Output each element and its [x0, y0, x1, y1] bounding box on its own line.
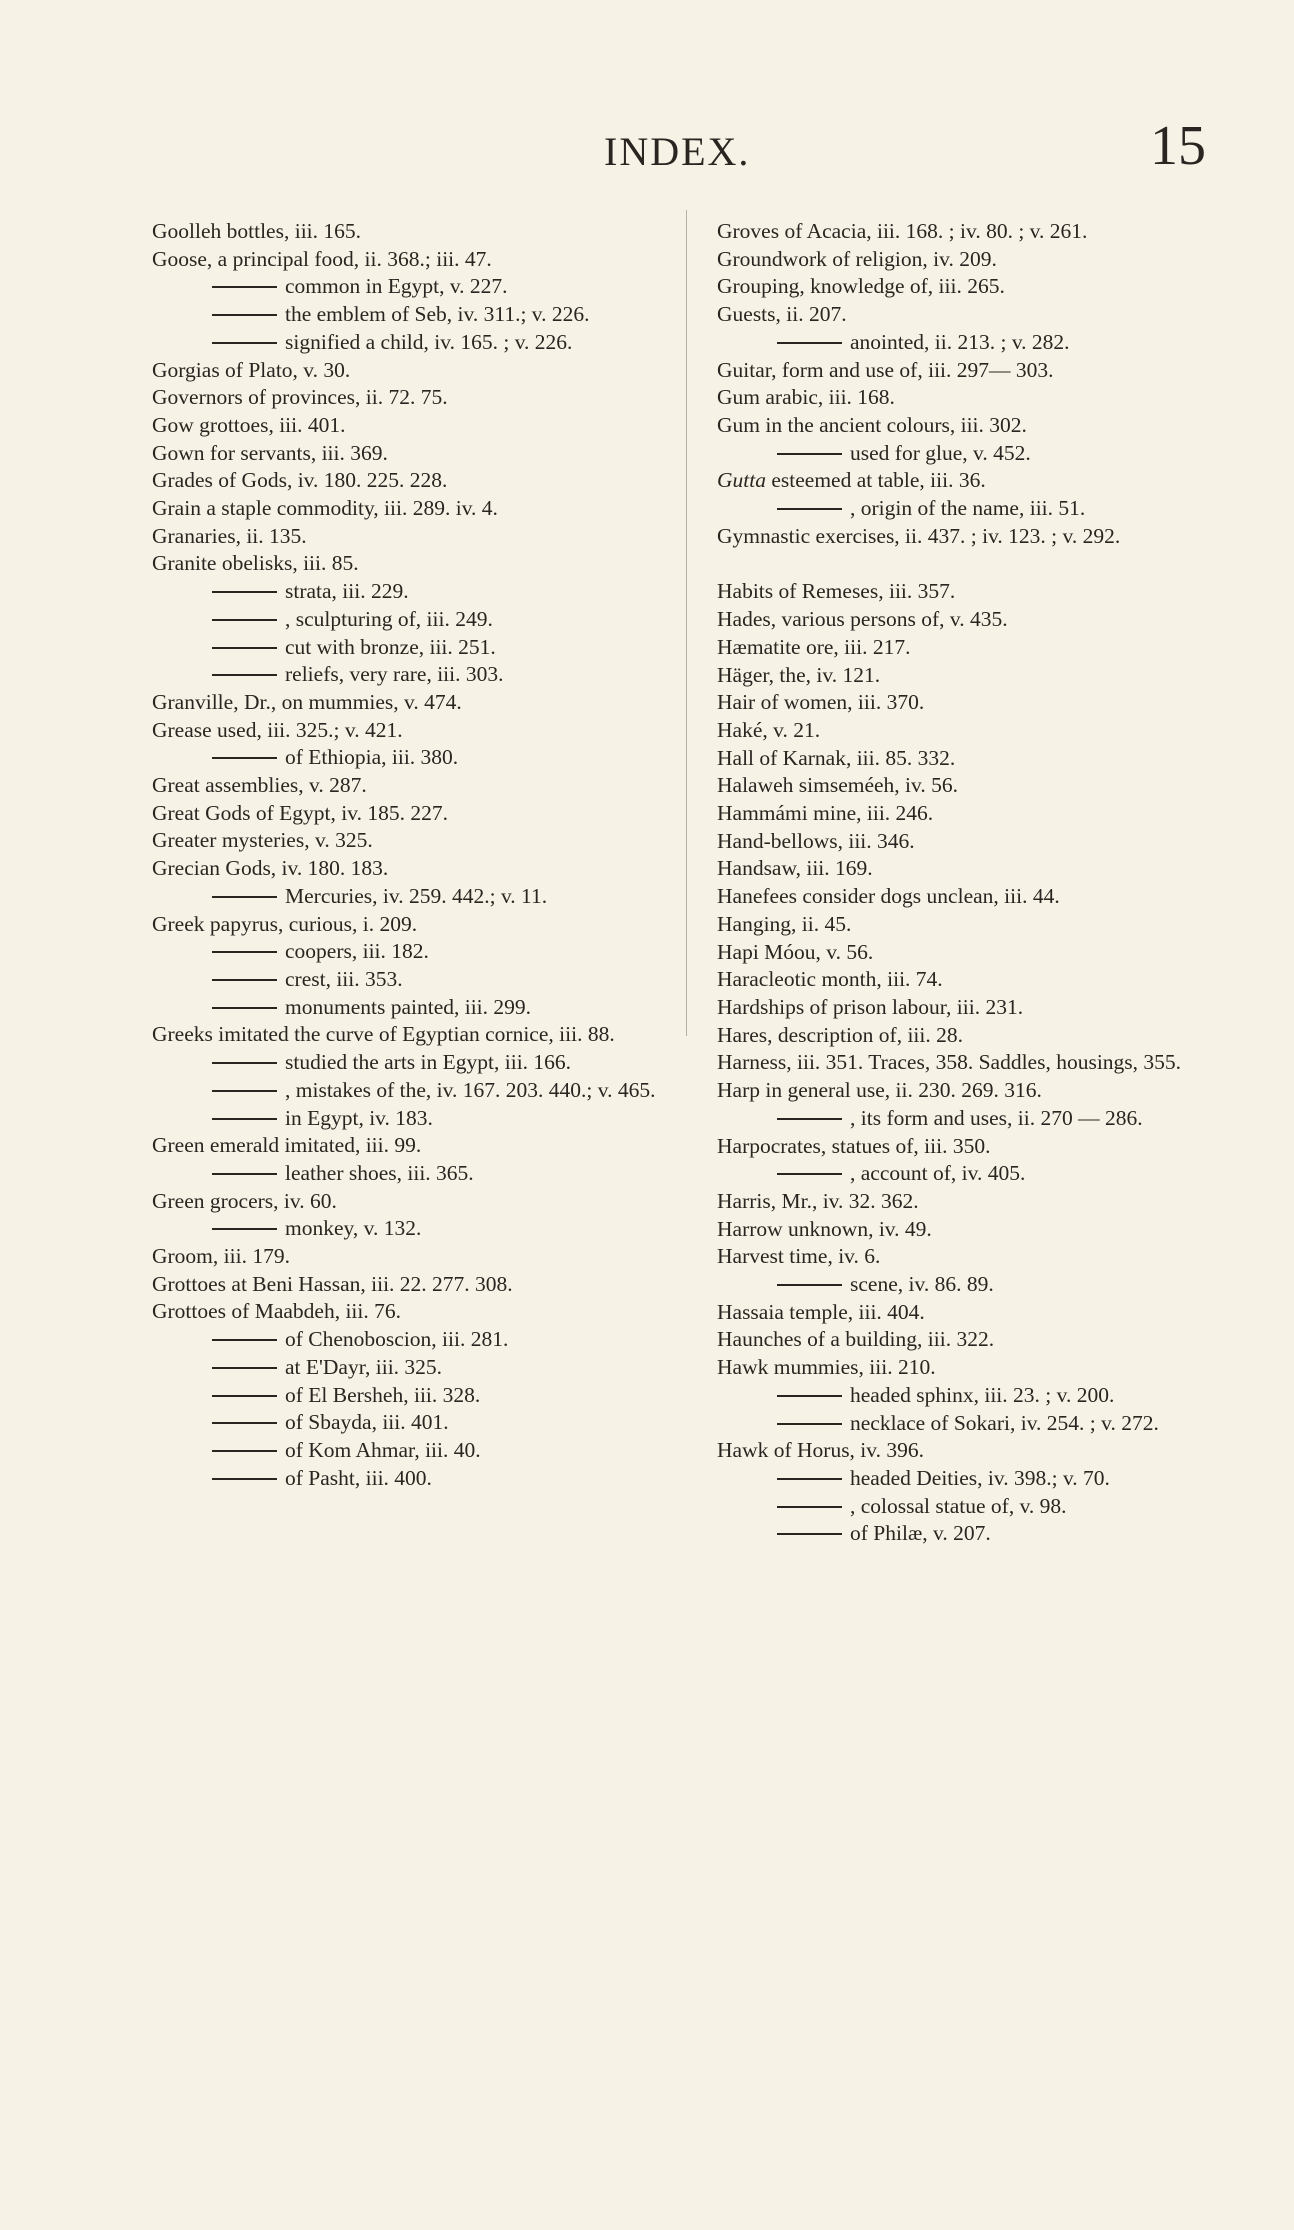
index-subentry: reliefs, very rare, iii. 303.: [152, 661, 687, 689]
index-subentry: scene, iv. 86. 89.: [717, 1271, 1252, 1299]
index-subentry: of Philæ, v. 207.: [717, 1520, 1252, 1548]
index-entry: Halaweh simseméeh, iv. 56.: [717, 773, 959, 798]
page-number: 15: [1150, 115, 1206, 177]
index-entry: Grease used, iii. 325.; v. 421.: [152, 717, 403, 742]
index-entry: Haunches of a building, iii. 322.: [717, 1327, 995, 1352]
index-subentry: strata, iii. 229.: [152, 578, 687, 606]
index-entry: Grecian Gods, iv. 180. 183.: [152, 856, 389, 881]
index-subentry: of Kom Ahmar, iii. 40.: [152, 1437, 687, 1465]
index-entry: Groves of Acacia, iii. 168. ; iv. 80. ; v. 261.: [717, 219, 1088, 243]
index-subentry: studied the arts in Egypt, iii. 166.: [152, 1049, 687, 1077]
index-entry: Harvest time, iv. 6.: [717, 1244, 881, 1269]
index-entry: Hanging, ii. 45.: [717, 911, 852, 936]
index-entry: Handsaw, iii. 169.: [717, 856, 873, 881]
index-entry: Haracleotic month, iii. 74.: [717, 967, 943, 992]
index-entry: Great Gods of Egypt, iv. 185. 227.: [152, 800, 448, 825]
index-entry: Harness, iii. 351. Traces, 358. Saddles, housings, 355.: [717, 1050, 1182, 1075]
index-subentry: the emblem of Seb, iv. 311.; v. 226.: [152, 301, 687, 329]
index-entry: Greeks imitated the curve of Egyptian cornice, iii. 88.: [152, 1022, 615, 1047]
index-subentry: monuments painted, iii. 299.: [152, 994, 687, 1022]
index-subentry: in Egypt, iv. 183.: [152, 1105, 687, 1133]
column-divider: [686, 210, 687, 1036]
index-entry: Haké, v. 21.: [717, 717, 821, 742]
index-subentry: monkey, v. 132.: [152, 1215, 687, 1243]
index-entry: Harris, Mr., iv. 32. 362.: [717, 1188, 919, 1213]
index-subentry: , its form and uses, ii. 270 — 286.: [717, 1105, 1252, 1133]
index-entry: Hanefees consider dogs unclean, iii. 44.: [717, 884, 1060, 909]
index-entry: Great assemblies, v. 287.: [152, 773, 367, 798]
index-entry: Grottoes of Maabdeh, iii. 76.: [152, 1299, 401, 1324]
index-subentry: of Sbayda, iii. 401.: [152, 1409, 687, 1437]
index-subentry: of Ethiopia, iii. 380.: [152, 744, 687, 772]
index-entry: Gum in the ancient colours, iii. 302.: [717, 412, 1027, 437]
index-subentry: of Pasht, iii. 400.: [152, 1465, 687, 1493]
index-subentry: , origin of the name, iii. 51.: [717, 495, 1252, 523]
index-entry: Governors of provinces, ii. 72. 75.: [152, 385, 448, 410]
index-subentry: coopers, iii. 182.: [152, 938, 687, 966]
index-subentry: at E'Dayr, iii. 325.: [152, 1354, 687, 1382]
index-subentry: cut with bronze, iii. 251.: [152, 634, 687, 662]
index-subentry: of El Bersheh, iii. 328.: [152, 1382, 687, 1410]
index-column-right: [717, 218, 1252, 1548]
index-entry: Gorgias of Plato, v. 30.: [152, 357, 351, 382]
index-subentry: of Chenoboscion, iii. 281.: [152, 1326, 687, 1354]
index-entry: Gutta esteemed at table, iii. 36.: [717, 468, 986, 493]
index-subentry: used for glue, v. 452.: [717, 440, 1252, 468]
index-column-left: [152, 218, 687, 1492]
index-entry: Hand-bellows, iii. 346.: [717, 828, 915, 853]
index-entry: Green grocers, iv. 60.: [152, 1188, 337, 1213]
index-entry: Granville, Dr., on mummies, v. 474.: [152, 689, 462, 714]
index-subentry: common in Egypt, v. 227.: [152, 273, 687, 301]
index-entry: Gow grottoes, iii. 401.: [152, 412, 346, 437]
index-entry: Greek papyrus, curious, i. 209.: [152, 911, 418, 936]
index-entry: Grades of Gods, iv. 180. 225. 228.: [152, 468, 448, 493]
index-entry: Hair of women, iii. 370.: [717, 690, 925, 715]
index-subentry: , account of, iv. 405.: [717, 1160, 1252, 1188]
index-entry: Hares, description of, iii. 28.: [717, 1022, 964, 1047]
index-entry: Goolleh bottles, iii. 165.: [152, 219, 362, 243]
index-subentry: , mistakes of the, iv. 167. 203. 440.; v. 465.: [152, 1077, 687, 1105]
index-subentry: headed Deities, iv. 398.; v. 70.: [717, 1465, 1252, 1493]
index-entry: Hades, various persons of, v. 435.: [717, 607, 1008, 632]
index-entry: Habits of Remeses, iii. 357.: [717, 579, 956, 604]
index-subentry: , colossal statue of, v. 98.: [717, 1493, 1252, 1521]
index-subentry: headed sphinx, iii. 23. ; v. 200.: [717, 1382, 1252, 1410]
index-subentry: anointed, ii. 213. ; v. 282.: [717, 329, 1252, 357]
index-entry: Green emerald imitated, iii. 99.: [152, 1133, 422, 1158]
index-subentry: signified a child, iv. 165. ; v. 226.: [152, 329, 687, 357]
index-entry: Groundwork of religion, iv. 209.: [717, 246, 997, 271]
index-entry: Granite obelisks, iii. 85.: [152, 551, 359, 576]
index-entry: Grouping, knowledge of, iii. 265.: [717, 274, 1005, 299]
index-entry: Häger, the, iv. 121.: [717, 662, 881, 687]
index-entry: Harpocrates, statues of, iii. 350.: [717, 1133, 991, 1158]
index-entry: Hawk mummies, iii. 210.: [717, 1355, 936, 1380]
index-entry: Hæmatite ore, iii. 217.: [717, 634, 911, 659]
index-entry: Gum arabic, iii. 168.: [717, 385, 895, 410]
index-entry: Greater mysteries, v. 325.: [152, 828, 373, 853]
index-entry: Goose, a principal food, ii. 368.; iii. 47.: [152, 246, 492, 271]
page-header: [0, 115, 1294, 188]
index-entry: Guests, ii. 207.: [717, 302, 847, 327]
index-subentry: leather shoes, iii. 365.: [152, 1160, 687, 1188]
index-entry: Grottoes at Beni Hassan, iii. 22. 277. 308.: [152, 1271, 513, 1296]
index-entry: Gymnastic exercises, ii. 437. ; iv. 123. ; v. 292.: [717, 523, 1121, 548]
index-entry: Granaries, ii. 135.: [152, 523, 307, 548]
index-entry: Grain a staple commodity, iii. 289. iv. 4.: [152, 496, 498, 521]
index-subentry: , sculpturing of, iii. 249.: [152, 606, 687, 634]
index-subentry: Mercuries, iv. 259. 442.; v. 11.: [152, 883, 687, 911]
index-entry: Hapi Móou, v. 56.: [717, 939, 874, 964]
index-entry: Hassaia temple, iii. 404.: [717, 1299, 925, 1324]
index-entry: Hardships of prison labour, iii. 231.: [717, 994, 1024, 1019]
index-entry: Hall of Karnak, iii. 85. 332.: [717, 745, 956, 770]
index-entry: Guitar, form and use of, iii. 297— 303.: [717, 357, 1054, 382]
index-entry: Hawk of Horus, iv. 396.: [717, 1438, 925, 1463]
index-entry: Harrow unknown, iv. 49.: [717, 1216, 932, 1241]
index-entry: Groom, iii. 179.: [152, 1244, 290, 1269]
index-entry: Gown for servants, iii. 369.: [152, 440, 388, 465]
index-entry: Hammámi mine, iii. 246.: [717, 801, 934, 826]
running-title: INDEX.: [604, 129, 751, 174]
index-entry: Harp in general use, ii. 230. 269. 316.: [717, 1078, 1042, 1103]
index-subentry: necklace of Sokari, iv. 254. ; v. 272.: [717, 1410, 1252, 1438]
index-subentry: crest, iii. 353.: [152, 966, 687, 994]
